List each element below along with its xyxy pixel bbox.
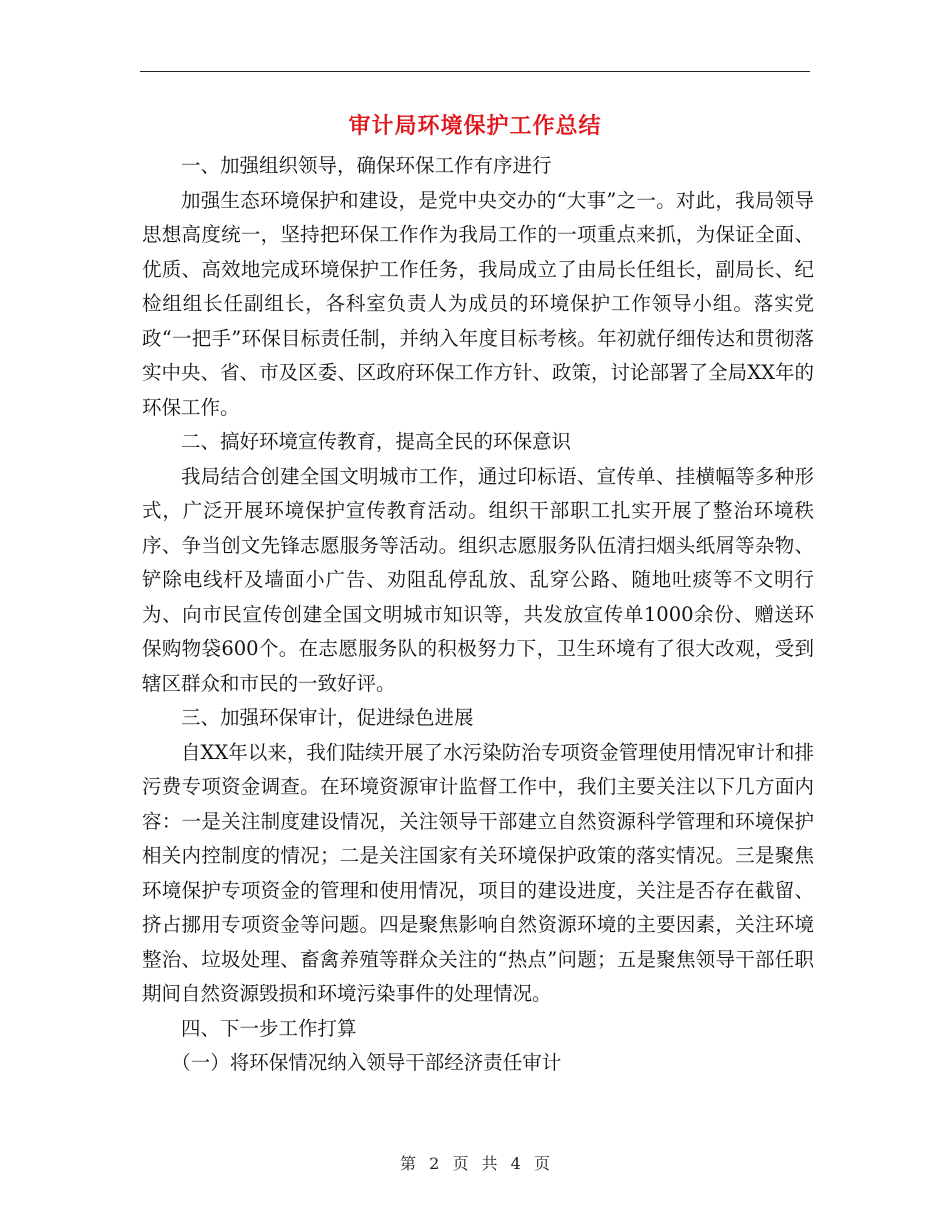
footer-total-pages: 4 — [510, 1154, 521, 1173]
section-heading-1: 一、加强组织领导，确保环保工作有序进行 — [181, 154, 552, 177]
paragraph-3: 自XX年以来，我们陆续开展了水污染防治专项资金管理使用情况审计和排污费专项资金调查。在环境资源审计监督工作中，我们主要关注以下几方面内容：一是关注制度建设情况，关注领导干部建立自然资源科学管理和环境保护相关内控制度的情况；二是关注国家有关环境保护政策的落实情况。三是聚焦环境保护专项资金的管理和使用情况，项目的建设进度，关注是否存在截留、挤占挪用专项资金等问题。四是聚焦影响自然资源环境的主要因素，关注环境整治、垃圾处理、畜禽养殖等群众关注的“热点”问题；五是聚焦领导干部任职期间自然资源毁损和环境污染事件的处理情况。 — [142, 740, 814, 1005]
paragraph-2: 我局结合创建全国文明城市工作，通过印标语、宣传单、挂横幅等多种形式，广泛开展环境保护宣传教育活动。组织干部职工扎实开展了整治环境秩序、争当创文先锋志愿服务等活动。组织志愿服务队伍清扫烟头纸屑等杂物、铲除电线杆及墙面小广告、劝阻乱停乱放、乱穿公路、随地吐痰等不文明行为、向市民宣传创建全国文明城市知识等，共发放宣传单1000余份、赠送环保购物袋600个。在志愿服务队的积极努力下，卫生环境有了很大改观，受到辖区群众和市民的一致好评。 — [142, 464, 814, 695]
paragraph-1: 加强生态环境保护和建设，是党中央交办的“大事”之一。对此，我局领导思想高度统一，坚持把环保工作作为我局工作的一项重点来抓，为保证全面、优质、高效地完成环境保护工作任务，我局成立了由局长任组长，副局长、纪检组组长任副组长，各科室负责人为成员的环境保护工作领导小组。落实党政“一把手”环保目标责任制，并纳入年度目标考核。年初就仔细传达和贯彻落实中央、省、市及区委、区政府环保工作方针、政策，讨论部署了全局XX年的环保工作。 — [142, 188, 814, 419]
footer-label-di: 第 — [400, 1154, 417, 1173]
footer-label-ye: 页 — [452, 1154, 469, 1173]
footer-label-ye-2: 页 — [533, 1154, 550, 1173]
footer-label-gong: 共 — [481, 1154, 498, 1173]
subsection-heading-1: （一）将环保情况纳入领导干部经济责任审计 — [171, 1051, 562, 1074]
page-footer — [0, 1152, 950, 1176]
document-body — [142, 149, 814, 1081]
document-title: 审计局环境保护工作总结 — [348, 113, 602, 139]
section-heading-3: 三、加强环保审计，促进绿色进展 — [181, 706, 474, 729]
section-heading-4: 四、下一步工作打算 — [181, 1016, 357, 1040]
header-rule — [140, 71, 810, 72]
section-heading-2: 二、搞好环境宣传教育，提高全民的环保意识 — [181, 430, 572, 453]
footer-current-page: 2 — [429, 1154, 440, 1173]
